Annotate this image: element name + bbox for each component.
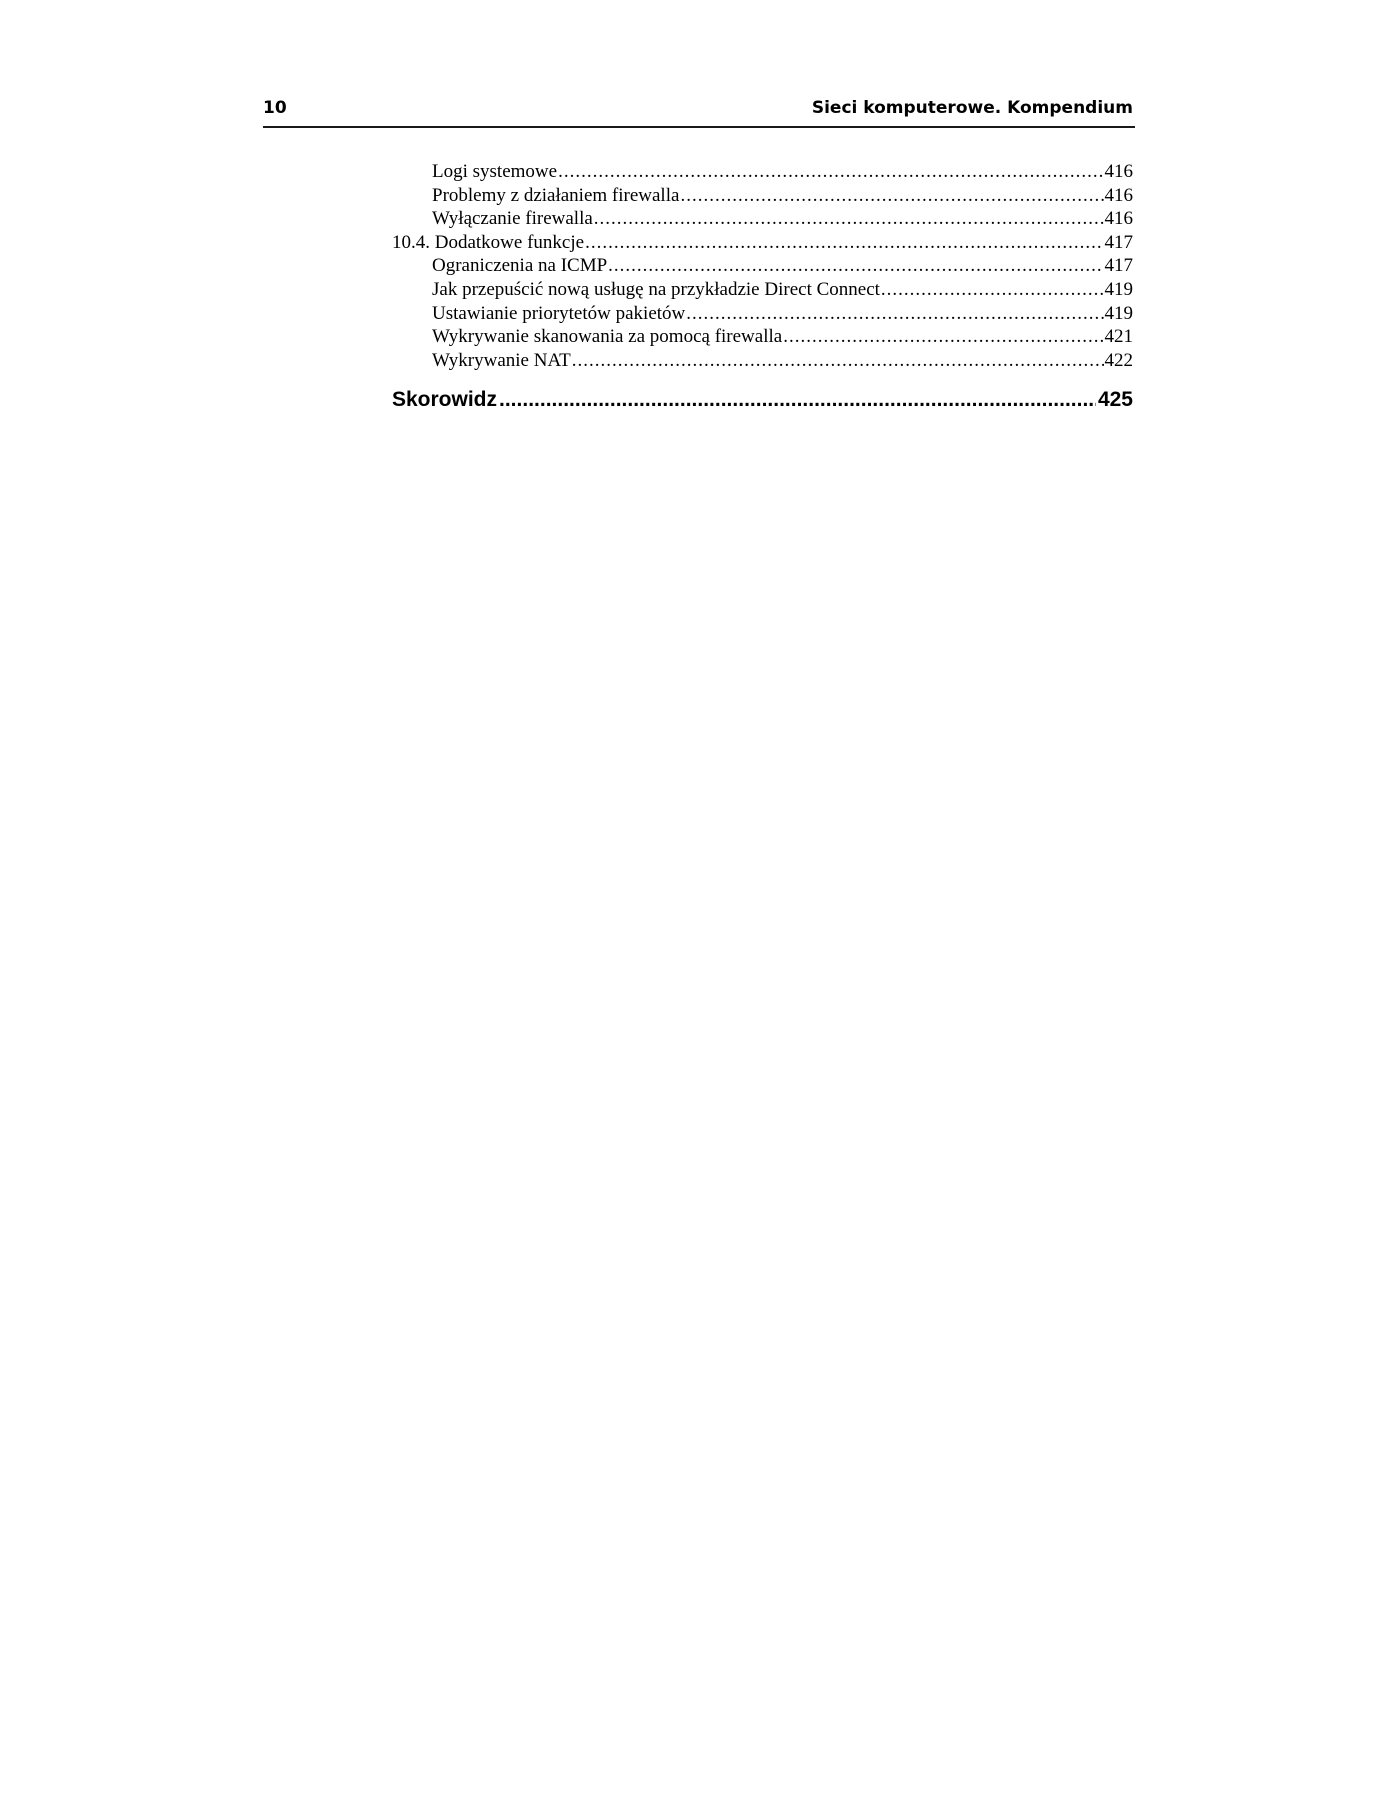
toc-entry-page: 421 xyxy=(1104,326,1133,348)
toc-entry-label: Ustawianie priorytetów pakietów xyxy=(432,302,686,324)
toc-section-entry[interactable] xyxy=(392,231,1133,255)
toc-entry[interactable] xyxy=(392,160,1133,184)
toc-entry-page: 416 xyxy=(1104,184,1133,206)
dot-leader xyxy=(594,207,1104,231)
toc-entry[interactable] xyxy=(392,349,1133,373)
toc-entry-label: Wykrywanie NAT xyxy=(432,349,571,371)
toc-entry-label: Problemy z działaniem firewalla xyxy=(432,184,680,206)
table-of-contents xyxy=(392,160,1133,372)
toc-entry-page: 416 xyxy=(1104,161,1133,182)
dot-leader xyxy=(680,184,1103,208)
toc-entry-page: 419 xyxy=(1104,302,1133,324)
dot-leader xyxy=(881,278,1104,302)
toc-entry-page: 417 xyxy=(1104,255,1133,277)
toc-index-page: 425 xyxy=(1097,388,1133,411)
toc-entry-label: Logi systemowe xyxy=(432,161,558,182)
toc-entry[interactable] xyxy=(392,302,1133,326)
toc-entry-page: 422 xyxy=(1104,349,1133,371)
dot-leader xyxy=(572,349,1104,373)
dot-leader xyxy=(499,388,1096,412)
page-number: 10 xyxy=(263,98,287,118)
toc-entry-page: 417 xyxy=(1104,231,1133,253)
toc-entry-label: Jak przepuścić nową usługę na przykładzie Direct Connect xyxy=(432,278,880,300)
toc-entry[interactable] xyxy=(392,207,1133,231)
toc-entry-label: Ograniczenia na ICMP xyxy=(432,255,608,277)
page-header xyxy=(263,94,1135,128)
toc-entry-page: 419 xyxy=(1104,278,1133,300)
toc-entry-label: Wykrywanie skanowania za pomocą firewalla xyxy=(432,326,783,348)
toc-entry-label: 10.4. Dodatkowe funkcje xyxy=(392,231,585,253)
dot-leader xyxy=(686,302,1103,326)
toc-entry[interactable] xyxy=(392,254,1133,278)
toc-entry[interactable] xyxy=(392,325,1133,349)
toc-index-label: Skorowidz xyxy=(392,388,498,411)
book-title: Sieci komputerowe. Kompendium xyxy=(811,98,1133,118)
dot-leader xyxy=(608,254,1103,278)
toc-index-entry[interactable] xyxy=(392,388,1133,412)
dot-leader xyxy=(558,160,1103,184)
toc-entry-page: 416 xyxy=(1104,208,1133,230)
dot-leader xyxy=(585,231,1103,255)
toc-entry[interactable] xyxy=(392,278,1133,302)
toc-entry[interactable] xyxy=(392,184,1133,208)
dot-leader xyxy=(783,325,1103,349)
toc-entry-label: Wyłączanie firewalla xyxy=(432,208,593,230)
